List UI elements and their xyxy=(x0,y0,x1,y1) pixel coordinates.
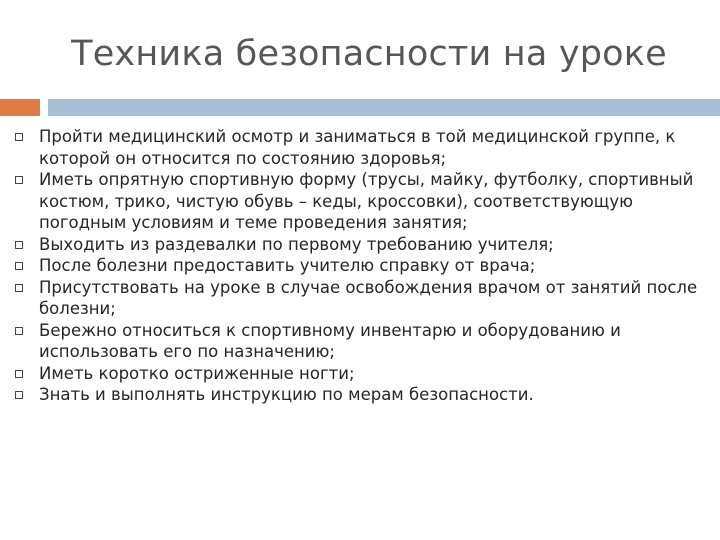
list-item xyxy=(15,384,705,406)
list-item xyxy=(15,234,705,256)
list-item-text: Иметь коротко остриженные ногти; xyxy=(39,363,355,383)
square-bullet-icon xyxy=(15,133,23,141)
square-bullet-icon xyxy=(15,176,23,184)
list-item xyxy=(15,363,705,385)
list-item-text: Пройти медицинский осмотр и заниматься в той медицинской группе, к которой он относится по состоянию здоровья; xyxy=(39,127,676,168)
list-item xyxy=(15,320,705,363)
list-item xyxy=(15,277,705,320)
list-item xyxy=(15,126,705,169)
list-item-text: Выходить из раздевалки по первому требованию учителя; xyxy=(39,234,554,254)
list-item-text: Присутствовать на уроке в случае освобождения врачом от занятий после болезни; xyxy=(39,277,698,318)
list-item-text: Знать и выполнять инструкцию по мерам безопасности. xyxy=(39,385,534,404)
slide-title: Техника безопасности на уроке xyxy=(71,34,667,74)
list-item-text: Бережно относиться к спортивному инвентарю и оборудованию и использовать его по назначению; xyxy=(39,320,621,361)
list-item xyxy=(15,169,705,234)
list-item-text: Иметь опрятную спортивную форму (трусы, майку, футболку, спортивный костюм, трико, чистую обувь – кеды, кроссовки), соответствующую погодным условиям и теме проведения занятия; xyxy=(39,170,694,232)
list-item-text: После болезни предоставить учителю справку от врача; xyxy=(39,256,536,275)
accent-bar-orange xyxy=(0,99,40,116)
square-bullet-icon xyxy=(15,370,23,378)
accent-bar-blue xyxy=(48,99,720,116)
square-bullet-icon xyxy=(15,241,23,249)
list-item xyxy=(15,255,705,277)
square-bullet-icon xyxy=(15,262,23,270)
square-bullet-icon xyxy=(15,327,23,335)
bullet-list xyxy=(15,126,705,406)
square-bullet-icon xyxy=(15,284,23,292)
square-bullet-icon xyxy=(15,391,23,399)
